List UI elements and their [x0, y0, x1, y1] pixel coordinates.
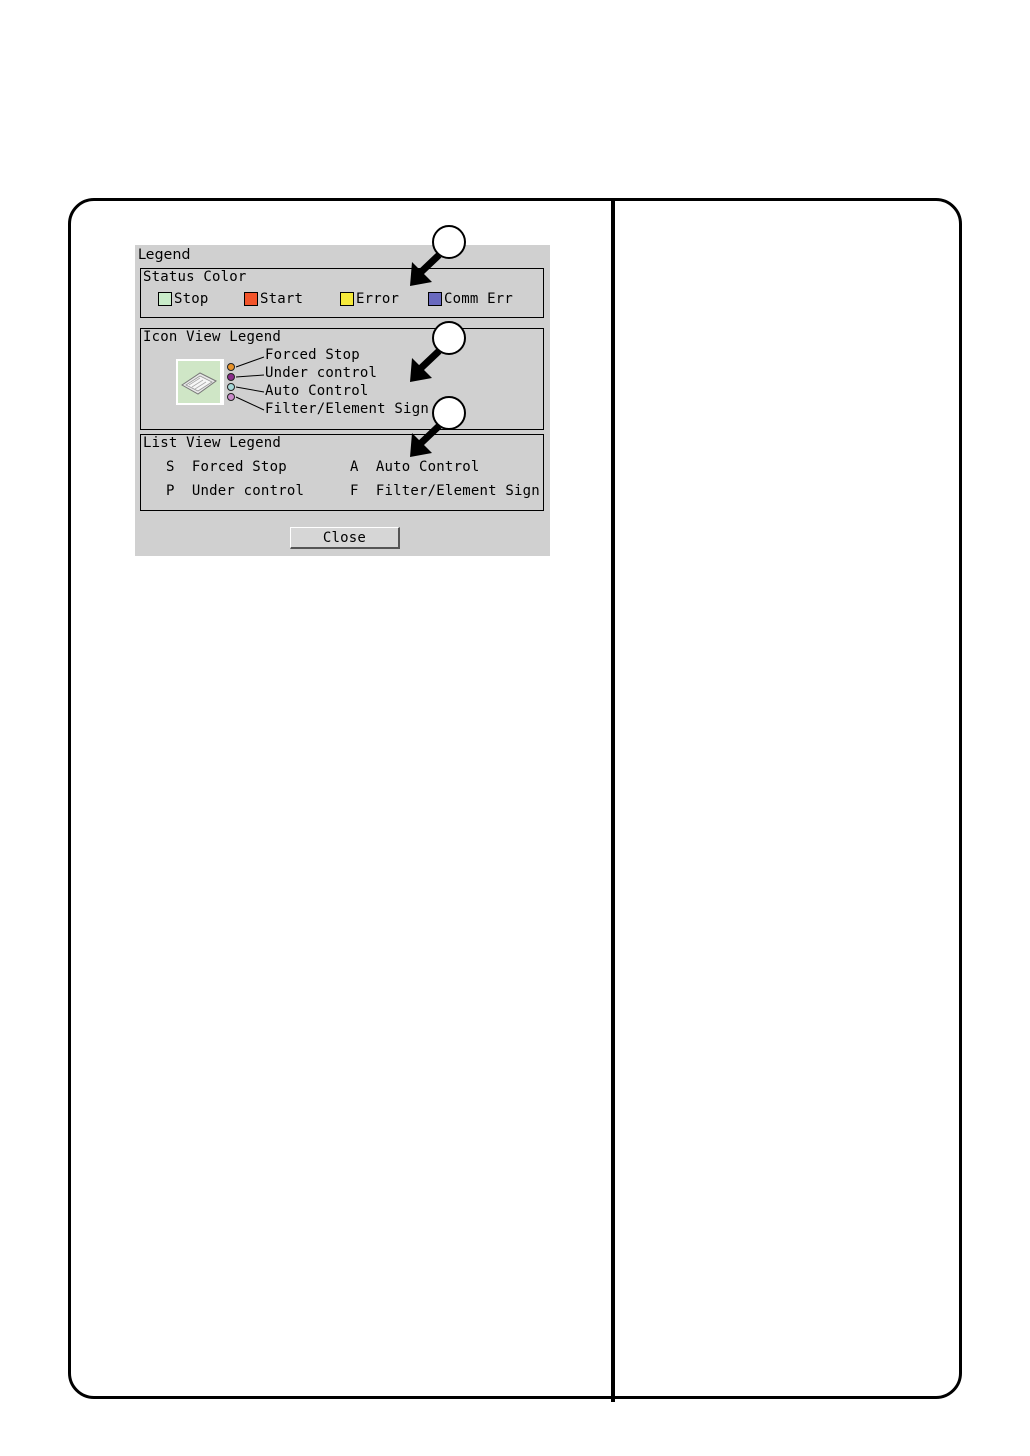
- list-code: S: [166, 459, 175, 475]
- list-label: Forced Stop: [191, 459, 287, 475]
- status-label: Stop: [174, 291, 209, 307]
- group-title: Icon View Legend: [143, 329, 282, 345]
- close-button[interactable]: Close: [290, 527, 400, 549]
- list-code: A: [350, 459, 359, 475]
- list-item: [350, 483, 540, 499]
- icon-label-filter-sign: Filter/Element Sign: [265, 401, 429, 417]
- swatch-stop: [158, 292, 172, 306]
- legend-dialog: [135, 245, 550, 556]
- icon-view-group: [140, 328, 544, 430]
- list-item: [350, 459, 479, 475]
- dialog-title: Legend: [138, 247, 191, 263]
- group-title: List View Legend: [143, 435, 282, 451]
- list-label: Filter/Element Sign: [375, 483, 540, 499]
- list-label: Auto Control: [375, 459, 480, 475]
- list-code: P: [166, 483, 175, 499]
- swatch-comm-err: [428, 292, 442, 306]
- status-item-error: [340, 291, 399, 307]
- list-item: [166, 483, 304, 499]
- status-item-comm-err: [428, 291, 513, 307]
- status-item-start: [244, 291, 303, 307]
- swatch-start: [244, 292, 258, 306]
- list-view-group: [140, 434, 544, 511]
- leader-lines: [141, 329, 271, 429]
- list-code: F: [350, 483, 359, 499]
- icon-label-under-control: Under control: [265, 365, 378, 381]
- status-label: Error: [356, 291, 400, 307]
- column-divider: [611, 198, 615, 1402]
- icon-label-auto-control: Auto Control: [265, 383, 369, 399]
- status-label: Comm Err: [444, 291, 514, 307]
- list-label: Under control: [191, 483, 305, 499]
- swatch-error: [340, 292, 354, 306]
- status-label: Start: [260, 291, 304, 307]
- icon-label-forced-stop: Forced Stop: [265, 347, 360, 363]
- list-item: [166, 459, 287, 475]
- group-title: Status Color: [143, 269, 247, 285]
- status-color-group: [140, 268, 544, 318]
- status-item-stop: [158, 291, 209, 307]
